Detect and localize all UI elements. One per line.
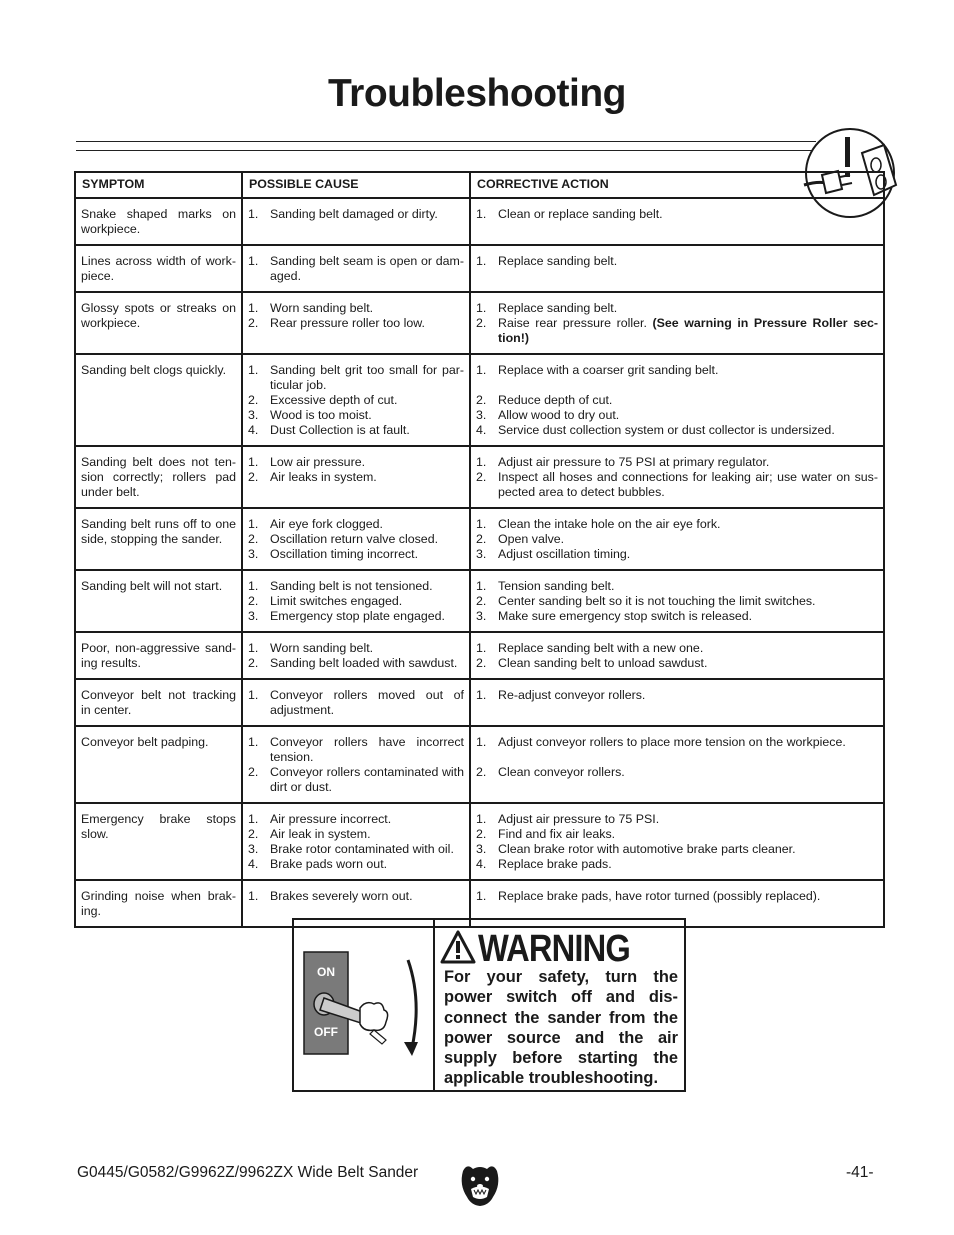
- item-text-plain: Tension sanding belt.: [498, 579, 615, 593]
- cause-item: [248, 254, 464, 284]
- item-text: [498, 656, 878, 671]
- item-number: 2.: [248, 594, 259, 608]
- action-item: [476, 301, 878, 316]
- item-number: 1.: [476, 735, 487, 749]
- item-number: 1.: [476, 517, 487, 531]
- item-number: 1.: [248, 688, 259, 702]
- corrective-action-cell: [470, 198, 884, 245]
- table-row: [75, 726, 884, 803]
- warning-message: For your safety, turn the power switch off and dis-connect the sander from the power source and the air supply before starting the applicable troubleshooting.: [444, 968, 678, 1088]
- item-text-plain: Replace sanding belt.: [498, 254, 618, 268]
- item-text: [498, 393, 878, 408]
- item-number: 3.: [476, 547, 487, 561]
- item-number: 1.: [476, 254, 487, 268]
- action-item: [476, 363, 878, 378]
- item-text: [498, 423, 878, 438]
- item-text: [498, 735, 878, 750]
- corrective-action-cell: [470, 446, 884, 508]
- item-number: 1.: [476, 363, 487, 377]
- item-number: 1.: [248, 812, 259, 826]
- item-number: 1.: [476, 207, 487, 221]
- cause-item: [248, 609, 464, 624]
- item-text: [498, 688, 878, 703]
- table-row: [75, 508, 884, 570]
- item-spacer: [476, 750, 878, 765]
- item-text-plain: Dust Collection is at fault.: [270, 423, 410, 437]
- item-text: [270, 765, 464, 795]
- item-number: 1.: [476, 889, 487, 903]
- item-number: 2.: [248, 827, 259, 841]
- item-text: [498, 547, 878, 562]
- item-text-plain: Sanding belt grit too small for par-ticular job.: [270, 363, 464, 392]
- item-text: [498, 301, 878, 316]
- item-number: 1.: [476, 688, 487, 702]
- cause-item: [248, 363, 464, 393]
- item-number: 1.: [248, 301, 259, 315]
- item-number: 2.: [248, 316, 259, 330]
- possible-cause-cell: [242, 508, 470, 570]
- item-number: 2.: [248, 765, 259, 779]
- item-text-plain: Worn sanding belt.: [270, 301, 374, 315]
- item-text: [498, 408, 878, 423]
- item-text: [270, 579, 464, 594]
- item-text: [270, 656, 464, 671]
- table-row: [75, 632, 884, 679]
- symptom-cell: Sanding belt does not ten-sion correctly; rollers pad under belt.: [75, 446, 242, 508]
- cause-item: [248, 594, 464, 609]
- table-row: [75, 245, 884, 292]
- item-number: 2.: [476, 316, 487, 330]
- item-text-plain: Limit switches engaged.: [270, 594, 403, 608]
- action-item: [476, 532, 878, 547]
- action-item: [476, 470, 878, 500]
- page-title: Troubleshooting: [328, 72, 626, 115]
- item-number: 1.: [476, 812, 487, 826]
- item-number: 4.: [248, 423, 259, 437]
- item-number: 1.: [248, 579, 259, 593]
- action-item: [476, 688, 878, 703]
- possible-cause-cell: [242, 632, 470, 679]
- item-text-plain: Clean the intake hole on the air eye fork.: [498, 517, 721, 531]
- symptom-cell: Sanding belt runs off to one side, stopping the sander.: [75, 508, 242, 570]
- corrective-action-cell: [470, 508, 884, 570]
- action-item: [476, 408, 878, 423]
- item-text: [270, 301, 464, 316]
- table-row: [75, 292, 884, 354]
- item-text-plain: Raise rear pressure roller.: [498, 316, 647, 330]
- item-text: [270, 470, 464, 485]
- item-text-bold: (See warning in Pressure Roller sec-tion!): [498, 316, 879, 345]
- item-number: 1.: [248, 455, 259, 469]
- item-text: [270, 316, 464, 331]
- cause-item: [248, 547, 464, 562]
- item-text-plain: Conveyor rollers moved out of adjustment.: [270, 688, 464, 717]
- item-text: [270, 735, 464, 765]
- item-text: [270, 532, 464, 547]
- grizzly-bear-logo-icon: [459, 1163, 501, 1207]
- warning-heading: WARNING: [478, 928, 630, 970]
- item-text-plain: Brakes severely worn out.: [270, 889, 413, 903]
- corrective-action-cell: [470, 803, 884, 880]
- item-text-plain: Air leaks in system.: [270, 470, 377, 484]
- column-header-corrective-action: CORRECTIVE ACTION: [470, 172, 884, 198]
- action-item: [476, 393, 878, 408]
- corrective-action-cell: [470, 632, 884, 679]
- item-text-plain: Worn sanding belt.: [270, 641, 374, 655]
- item-text: [270, 641, 464, 656]
- action-item: [476, 594, 878, 609]
- possible-cause-cell: [242, 354, 470, 446]
- column-header-symptom: SYMPTOM: [75, 172, 242, 198]
- table-row: [75, 446, 884, 508]
- item-number: 3.: [476, 408, 487, 422]
- item-text: [270, 812, 464, 827]
- action-item: [476, 207, 878, 222]
- item-text: [270, 842, 464, 857]
- cause-item: [248, 889, 464, 904]
- item-number: 4.: [476, 423, 487, 437]
- item-text: [498, 609, 878, 624]
- troubleshooting-table: [74, 171, 885, 928]
- item-text: [498, 842, 878, 857]
- item-text: [498, 532, 878, 547]
- item-number: 3.: [248, 842, 259, 856]
- item-text: [498, 857, 878, 872]
- item-text-plain: Air eye fork clogged.: [270, 517, 383, 531]
- symptom-cell: Conveyor belt padping.: [75, 726, 242, 803]
- item-number: 4.: [476, 857, 487, 871]
- item-text-plain: Service dust collection system or dust collector is undersized.: [498, 423, 835, 437]
- item-number: 3.: [476, 609, 487, 623]
- action-item: [476, 889, 878, 904]
- item-number: 1.: [476, 455, 487, 469]
- possible-cause-cell: [242, 245, 470, 292]
- warning-box: [292, 918, 686, 1092]
- item-number: 1.: [248, 889, 259, 903]
- corrective-action-cell: [470, 292, 884, 354]
- possible-cause-cell: [242, 198, 470, 245]
- symptom-cell: Grinding noise when brak-ing.: [75, 880, 242, 927]
- action-item: [476, 423, 878, 438]
- table-row: [75, 679, 884, 726]
- cause-item: [248, 393, 464, 408]
- cause-item: [248, 765, 464, 795]
- item-text-plain: Make sure emergency stop switch is released.: [498, 609, 753, 623]
- item-number: 1.: [248, 207, 259, 221]
- item-text-plain: Brake pads worn out.: [270, 857, 388, 871]
- possible-cause-cell: [242, 803, 470, 880]
- item-text-plain: Sanding belt seam is open or dam-aged.: [270, 254, 464, 283]
- possible-cause-cell: [242, 292, 470, 354]
- table-row: [75, 803, 884, 880]
- action-item: [476, 827, 878, 842]
- cause-item: [248, 455, 464, 470]
- item-text-plain: Replace brake pads.: [498, 857, 612, 871]
- item-text-plain: Adjust oscillation timing.: [498, 547, 631, 561]
- symptom-cell: Glossy spots or streaks on workpiece.: [75, 292, 242, 354]
- symptom-cell: Sanding belt clogs quickly.: [75, 354, 242, 446]
- corrective-action-cell: [470, 354, 884, 446]
- power-switch-off-illustration: [298, 946, 430, 1066]
- symptom-cell: Conveyor belt not tracking in center.: [75, 679, 242, 726]
- item-text: [270, 423, 464, 438]
- symptom-cell: Lines across width of work-piece.: [75, 245, 242, 292]
- item-text-plain: Clean conveyor rollers.: [498, 765, 625, 779]
- item-text-plain: Oscillation timing incorrect.: [270, 547, 419, 561]
- item-text: [270, 547, 464, 562]
- action-item: [476, 735, 878, 750]
- warning-triangle-icon: [440, 930, 476, 964]
- item-text-plain: Rear pressure roller too low.: [270, 316, 425, 330]
- item-number: 3.: [248, 547, 259, 561]
- item-text-plain: Conveyor rollers have incorrect tension.: [270, 735, 464, 764]
- item-text-plain: Replace sanding belt with a new one.: [498, 641, 704, 655]
- warning-divider: [433, 920, 435, 1090]
- item-text-plain: Adjust air pressure to 75 PSI at primary regulator.: [498, 455, 770, 469]
- item-text-plain: Center sanding belt so it is not touching the limit switches.: [498, 594, 816, 608]
- item-text-plain: Re-adjust conveyor rollers.: [498, 688, 646, 702]
- action-item: [476, 857, 878, 872]
- action-item: [476, 641, 878, 656]
- item-text: [498, 641, 878, 656]
- item-text-plain: Wood is too moist.: [270, 408, 372, 422]
- item-text-plain: Clean or replace sanding belt.: [498, 207, 663, 221]
- item-number: 2.: [248, 393, 259, 407]
- item-text: [270, 207, 464, 222]
- cause-item: [248, 857, 464, 872]
- action-item: [476, 842, 878, 857]
- item-text: [498, 316, 878, 346]
- cause-item: [248, 301, 464, 316]
- item-number: 4.: [248, 857, 259, 871]
- item-number: 1.: [248, 254, 259, 268]
- cause-item: [248, 812, 464, 827]
- item-text-plain: Oscillation return valve closed.: [270, 532, 439, 546]
- item-number: 1.: [248, 363, 259, 377]
- action-item: [476, 517, 878, 532]
- item-number: 2.: [248, 532, 259, 546]
- corrective-action-cell: [470, 679, 884, 726]
- cause-item: [248, 423, 464, 438]
- corrective-action-cell: [470, 245, 884, 292]
- symptom-cell: Poor, non-aggressive sand-ing results.: [75, 632, 242, 679]
- item-number: 2.: [476, 393, 487, 407]
- item-text: [498, 517, 878, 532]
- item-text-plain: Replace with a coarser grit sanding belt.: [498, 363, 719, 377]
- item-text-plain: Adjust air pressure to 75 PSI.: [498, 812, 660, 826]
- cause-item: [248, 207, 464, 222]
- item-number: 2.: [476, 656, 487, 670]
- table-row: [75, 198, 884, 245]
- item-text: [498, 579, 878, 594]
- item-text: [498, 827, 878, 842]
- item-number: 1.: [248, 735, 259, 749]
- cause-item: [248, 470, 464, 485]
- item-text: [270, 455, 464, 470]
- cause-item: [248, 532, 464, 547]
- action-item: [476, 455, 878, 470]
- item-text-plain: Sanding belt damaged or dirty.: [270, 207, 438, 221]
- item-text-plain: Inspect all hoses and connections for leaking air; use water on sus-pected area to detect bubbles.: [498, 470, 878, 499]
- item-number: 2.: [476, 765, 487, 779]
- item-text: [498, 812, 878, 827]
- item-text-plain: Replace sanding belt.: [498, 301, 618, 315]
- item-text-plain: Clean brake rotor with automotive brake parts cleaner.: [498, 842, 796, 856]
- cause-item: [248, 316, 464, 331]
- cause-item: [248, 408, 464, 423]
- action-item: [476, 579, 878, 594]
- item-text: [498, 207, 878, 222]
- switch-off-label: OFF: [314, 1025, 338, 1039]
- item-number: 3.: [476, 842, 487, 856]
- item-text-plain: Excessive depth of cut.: [270, 393, 398, 407]
- item-text: [270, 889, 464, 904]
- item-text: [270, 609, 464, 624]
- cause-item: [248, 579, 464, 594]
- item-text-plain: Air leak in system.: [270, 827, 371, 841]
- item-text-plain: Low air pressure.: [270, 455, 366, 469]
- item-number: 1.: [248, 517, 259, 531]
- symptom-cell: Sanding belt will not start.: [75, 570, 242, 632]
- item-text: [270, 363, 464, 393]
- cause-item: [248, 735, 464, 765]
- cause-item: [248, 656, 464, 671]
- item-text: [270, 827, 464, 842]
- action-item: [476, 316, 878, 346]
- possible-cause-cell: [242, 726, 470, 803]
- symptom-cell: Emergency brake stops slow.: [75, 803, 242, 880]
- item-text: [270, 254, 464, 284]
- cause-item: [248, 842, 464, 857]
- possible-cause-cell: [242, 570, 470, 632]
- action-item: [476, 547, 878, 562]
- column-header-possible-cause: POSSIBLE CAUSE: [242, 172, 470, 198]
- item-text-plain: Emergency stop plate engaged.: [270, 609, 445, 623]
- item-text: [270, 688, 464, 718]
- item-text: [498, 594, 878, 609]
- item-number: 1.: [476, 641, 487, 655]
- item-text-plain: Find and fix air leaks.: [498, 827, 616, 841]
- item-text: [270, 393, 464, 408]
- item-number: 3.: [248, 408, 259, 422]
- action-item: [476, 765, 878, 780]
- item-text: [270, 517, 464, 532]
- item-text-plain: Clean sanding belt to unload sawdust.: [498, 656, 708, 670]
- cause-item: [248, 827, 464, 842]
- item-text-plain: Replace brake pads, have rotor turned (possibly replaced).: [498, 889, 821, 903]
- item-number: 1.: [248, 641, 259, 655]
- item-text-plain: Brake rotor contaminated with oil.: [270, 842, 454, 856]
- item-text-plain: Reduce depth of cut.: [498, 393, 613, 407]
- cause-item: [248, 688, 464, 718]
- corrective-action-cell: [470, 570, 884, 632]
- item-spacer: [476, 378, 878, 393]
- action-item: [476, 812, 878, 827]
- item-text: [498, 765, 878, 780]
- item-text: [498, 470, 878, 500]
- table-row: [75, 570, 884, 632]
- item-text-plain: Air pressure incorrect.: [270, 812, 392, 826]
- item-number: 2.: [248, 656, 259, 670]
- item-number: 2.: [476, 532, 487, 546]
- cause-item: [248, 641, 464, 656]
- title-rule-top: [76, 141, 816, 142]
- item-number: 2.: [476, 594, 487, 608]
- item-text-plain: Adjust conveyor rollers to place more tension on the workpiece.: [498, 735, 846, 749]
- item-number: 1.: [476, 301, 487, 315]
- corrective-action-cell: [470, 726, 884, 803]
- item-text: [498, 889, 878, 904]
- item-text-plain: Sanding belt loaded with sawdust.: [270, 656, 458, 670]
- switch-on-label: ON: [317, 965, 335, 979]
- item-text-plain: Conveyor rollers contaminated with dirt or dust.: [270, 765, 464, 794]
- item-text: [270, 408, 464, 423]
- item-number: 2.: [476, 827, 487, 841]
- item-text-plain: Sanding belt is not tensioned.: [270, 579, 433, 593]
- item-text: [270, 857, 464, 872]
- action-item: [476, 609, 878, 624]
- item-text-plain: Open valve.: [498, 532, 565, 546]
- item-number: 3.: [248, 609, 259, 623]
- item-text: [498, 455, 878, 470]
- action-item: [476, 254, 878, 269]
- possible-cause-cell: [242, 679, 470, 726]
- item-text: [498, 363, 878, 378]
- item-number: 1.: [476, 579, 487, 593]
- table-header-row: [75, 172, 884, 198]
- item-text: [270, 594, 464, 609]
- footer-model-title: G0445/G0582/G9962Z/9962ZX Wide Belt Sander: [77, 1164, 419, 1181]
- item-text-plain: Allow wood to dry out.: [498, 408, 620, 422]
- symptom-cell: Snake shaped marks on workpiece.: [75, 198, 242, 245]
- action-item: [476, 656, 878, 671]
- title-rule-bottom: [76, 150, 816, 151]
- cause-item: [248, 517, 464, 532]
- footer-page-number: -41-: [846, 1164, 874, 1181]
- item-text: [498, 254, 878, 269]
- possible-cause-cell: [242, 446, 470, 508]
- item-number: 2.: [476, 470, 487, 484]
- table-row: [75, 354, 884, 446]
- item-number: 2.: [248, 470, 259, 484]
